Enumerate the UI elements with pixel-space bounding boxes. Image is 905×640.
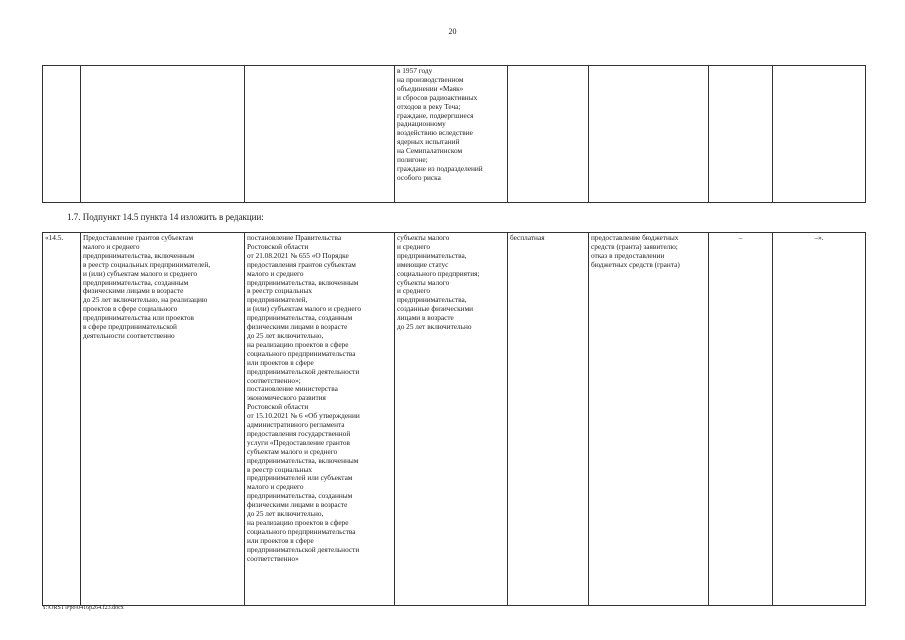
cell-number (43, 66, 81, 203)
cell-service (81, 66, 245, 203)
cell-col8: –». (773, 233, 866, 606)
cell-service: Предоставление грантов субъектам малого и среднего предпринимательства, включенным в реестр социальных предпринимателей, и (или) субъектам малого и среднего предпринимательства, созданным физическими лицами в возрасте до 25 лет включительно, на реализацию проектов в сфере социального предпринимательства или проектов в сфере предпринимательской деятельности соответственно (81, 233, 245, 606)
cell-fee (508, 66, 589, 203)
table-row (43, 66, 866, 203)
cell-col7: – (709, 233, 773, 606)
cell-recipients: субъекты малого и среднего предпринимательства, имеющие статус социального предприятия; субъекты малого и среднего предпринимательства, созданные физическими лицами в возрасте до 25 лет включительно (395, 233, 508, 606)
amendment-heading: 1.7. Подпункт 14.5 пункта 14 изложить в редакции: (67, 212, 264, 222)
table-row (43, 233, 866, 606)
file-path-footer: Y:\ORST\Ppo\0416p264.f23.docx (42, 605, 124, 611)
cell-legal-basis: постановление Правительства Ростовской области от 21.08.2021 № 655 «О Порядке предоставления грантов субъектам малого и среднего предпринимательства, включенным в реестр социальных предпринимателей, и (или) субъектам малого и среднего предпринимательства, созданным физическими лицами в возрасте до 25 лет включительно, на реализацию проектов в сфере социального предпринимательства или проектов в сфере предпринимательской деятельности соответственно»; постановление министерства экономического развития Ростовской области от 15.10.2021 № 6 «Об утверждении административного регламента предоставления государственной услуги «Предоставление грантов субъектам малого и среднего предпринимательства, включенным в реестр социальных предпринимателей или субъектам малого и среднего предпринимательства, созданным физическими лицами в возрасте до 25 лет включительно, на реализацию проектов в сфере социального предпринимательства или проектов в сфере предпринимательской деятельности соответственно» (245, 233, 395, 606)
page-number: 20 (448, 27, 457, 36)
cell-recipients: в 1957 году на производственном объединении «Маяк» и сбросов радиоактивных отходов в реку Теча; граждане, подвергшиеся радиационному воздействию вследствие ядерных испытаний на Семипалатинском полигоне; граждане из подразделений особого риска (395, 66, 508, 203)
amendment-table (42, 232, 866, 606)
cell-result (589, 66, 709, 203)
cell-number: «14.5. (43, 233, 81, 606)
cell-legal-basis (245, 66, 395, 203)
cell-fee: бесплатная (508, 233, 589, 606)
cell-col8 (773, 66, 866, 203)
cell-result: предоставление бюджетных средств (гранта) заявителю; отказ в предоставлении бюджетных средств (гранта) (589, 233, 709, 606)
cell-col7 (709, 66, 773, 203)
previous-table-continuation (42, 65, 866, 203)
